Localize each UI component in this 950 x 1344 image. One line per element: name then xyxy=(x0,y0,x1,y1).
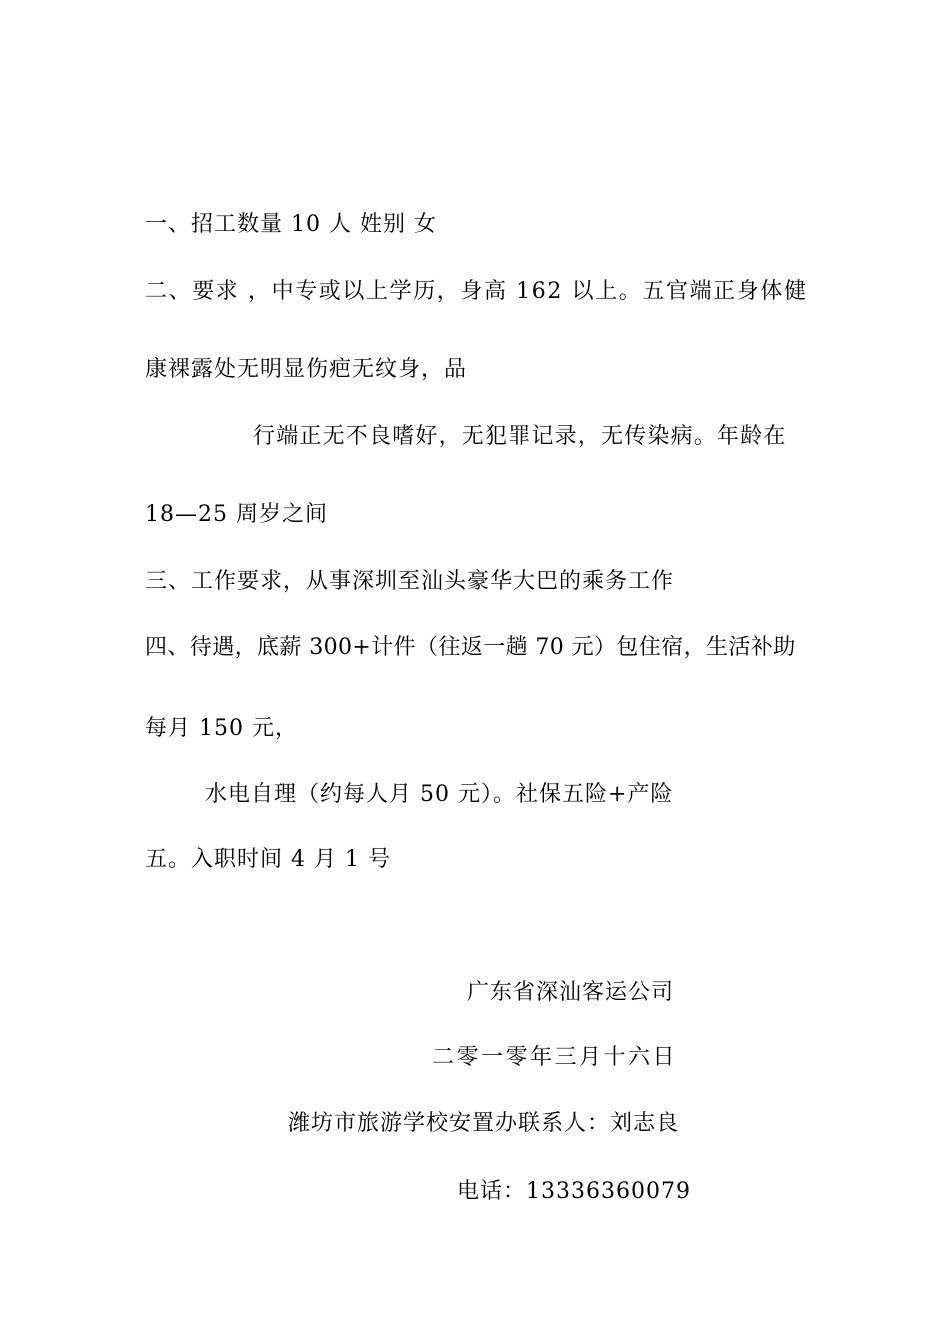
contact-person: 潍坊市旅游学校安置办联系人：刘志良 xyxy=(288,1111,680,1136)
job-duty-line: 三、工作要求，从事深圳至汕头豪华大巴的乘务工作 xyxy=(145,569,675,594)
requirements-line-1: 二、要求 ，中专或以上学历，身高 162 以上。五官端正身体健 xyxy=(145,279,808,304)
issue-date: 二零一零年三月十六日 xyxy=(432,1045,678,1070)
age-range-line: 18—25 周岁之间 xyxy=(145,502,328,527)
requirements-line-2: 康裸露处无明显伤疤无纹身，品 xyxy=(145,357,468,382)
requirements-line-3: 行端正无不良嗜好，无犯罪记录，无传染病。年龄在 xyxy=(253,424,787,449)
start-date-line: 五。入职时间 4 月 1 号 xyxy=(145,847,391,872)
salary-line-1: 四、待遇，底薪 300+计件（往返一趟 70 元）包住宿，生活补助 xyxy=(145,635,796,660)
company-name: 广东省深汕客运公司 xyxy=(467,980,675,1005)
contact-phone: 电话：13336360079 xyxy=(457,1179,691,1204)
salary-line-2: 每月 150 元， xyxy=(145,716,298,741)
recruit-count-line: 一、招工数量 10 人 姓别 女 xyxy=(145,212,437,237)
salary-line-3: 水电自理（约每人月 50 元）。社保五险+产险 xyxy=(205,782,674,807)
